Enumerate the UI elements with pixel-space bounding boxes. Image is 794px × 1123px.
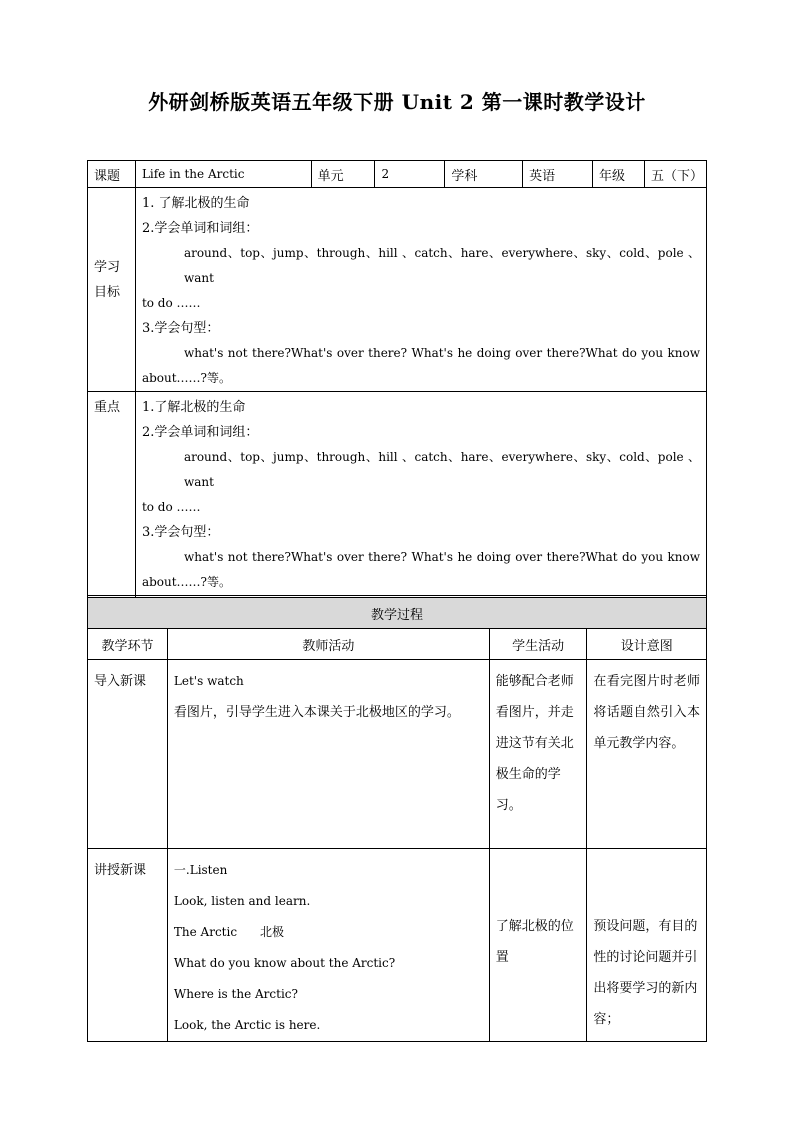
objectives-row bbox=[88, 188, 707, 392]
objectives-content bbox=[135, 188, 706, 392]
teacher-line: What do you know about the Arctic? bbox=[173, 956, 396, 970]
stage-cell bbox=[88, 660, 168, 849]
topic-value: Life in the Arctic bbox=[135, 161, 311, 188]
lesson-info-table bbox=[87, 160, 707, 623]
col-student-header: 学生活动 bbox=[489, 629, 587, 660]
key-points-row bbox=[88, 392, 707, 596]
key-points-label bbox=[88, 392, 136, 596]
teacher-line: 看图片，引导学生进入本课关于北极地区的学习。 bbox=[173, 705, 460, 720]
subject-value: 英语 bbox=[523, 161, 593, 188]
unit-value: 2 bbox=[375, 161, 445, 188]
objectives-sentences-cont: about……?等。 bbox=[141, 371, 231, 385]
process-row-intro bbox=[88, 660, 707, 849]
teacher-line: Let's watch bbox=[173, 674, 244, 688]
key-points-label-text: 重点 bbox=[94, 400, 121, 415]
objectives-line3: 3.学会句型： bbox=[141, 321, 220, 336]
design-text: 预设问题，有目的性的讨论问题并引出将要学习的新内容； bbox=[593, 919, 698, 1027]
col-design-header: 设计意图 bbox=[587, 629, 707, 660]
info-row bbox=[88, 161, 707, 188]
key-points-sentences: what's not there?What's over there? What's he doing over there?What do you know bbox=[183, 550, 700, 564]
objectives-words-cont: to do …… bbox=[141, 296, 201, 310]
key-points-line2: 2.学会单词和词组： bbox=[141, 425, 259, 440]
unit-label: 单元 bbox=[311, 161, 375, 188]
key-points-words-cont: to do …… bbox=[141, 500, 201, 514]
student-text: 了解北极的位置 bbox=[495, 919, 574, 965]
col-stage-header: 教学环节 bbox=[88, 629, 168, 660]
key-points-line3: 3.学会句型： bbox=[141, 525, 220, 540]
teacher-line: Where is the Arctic? bbox=[173, 987, 298, 1001]
process-row-new bbox=[88, 849, 707, 1042]
design-cell bbox=[587, 660, 707, 849]
teacher-line: 一.Listen bbox=[173, 863, 228, 877]
student-cell bbox=[489, 849, 587, 1042]
design-text: 在看完图片时老师将话题自然引入本单元教学内容。 bbox=[593, 674, 700, 751]
process-header-row bbox=[88, 598, 707, 629]
teacher-line: The Arctic 北极 bbox=[173, 925, 284, 939]
topic-label: 课题 bbox=[88, 161, 136, 188]
student-cell bbox=[489, 660, 587, 849]
objectives-line2: 2.学会单词和词组： bbox=[141, 221, 259, 236]
teacher-line: Look, the Arctic is here. bbox=[173, 1018, 321, 1032]
teaching-process-table bbox=[87, 597, 707, 1042]
col-teacher-header: 教师活动 bbox=[167, 629, 489, 660]
objectives-words: around、top、jump、through、hill 、catch、hare、everywhere、sky、cold、pole 、want bbox=[183, 246, 700, 285]
grade-label: 年级 bbox=[593, 161, 645, 188]
key-points-line1: 1.了解北极的生命 bbox=[141, 400, 246, 415]
process-column-headers bbox=[88, 629, 707, 660]
grade-value: 五（下） bbox=[644, 161, 706, 188]
design-cell bbox=[587, 849, 707, 1042]
teacher-cell bbox=[167, 849, 489, 1042]
stage-text: 导入新课 bbox=[94, 674, 147, 689]
key-points-sentences-cont: about……?等。 bbox=[141, 575, 231, 589]
objectives-line1: 1. 了解北极的生命 bbox=[141, 196, 250, 211]
stage-text: 讲授新课 bbox=[94, 863, 147, 878]
teacher-cell bbox=[167, 660, 489, 849]
process-header: 教学过程 bbox=[88, 598, 707, 629]
document-title: 外研剑桥版英语五年级下册 Unit 2 第一课时教学设计 bbox=[148, 90, 646, 114]
objectives-label bbox=[88, 188, 136, 392]
key-points-words: around、top、jump、through、hill 、catch、hare、everywhere、sky、cold、pole 、want bbox=[183, 450, 700, 489]
teacher-line: Look, listen and learn. bbox=[173, 894, 311, 908]
objectives-label-line2: 目标 bbox=[94, 284, 121, 300]
stage-cell bbox=[88, 849, 168, 1042]
key-points-content bbox=[135, 392, 706, 596]
objectives-sentences: what's not there?What's over there? What's he doing over there?What do you know bbox=[183, 346, 700, 360]
student-text: 能够配合老师看图片，并走进这节有关北极生命的学习。 bbox=[495, 674, 574, 813]
objectives-label-line1: 学习 bbox=[94, 259, 121, 275]
subject-label: 学科 bbox=[445, 161, 523, 188]
